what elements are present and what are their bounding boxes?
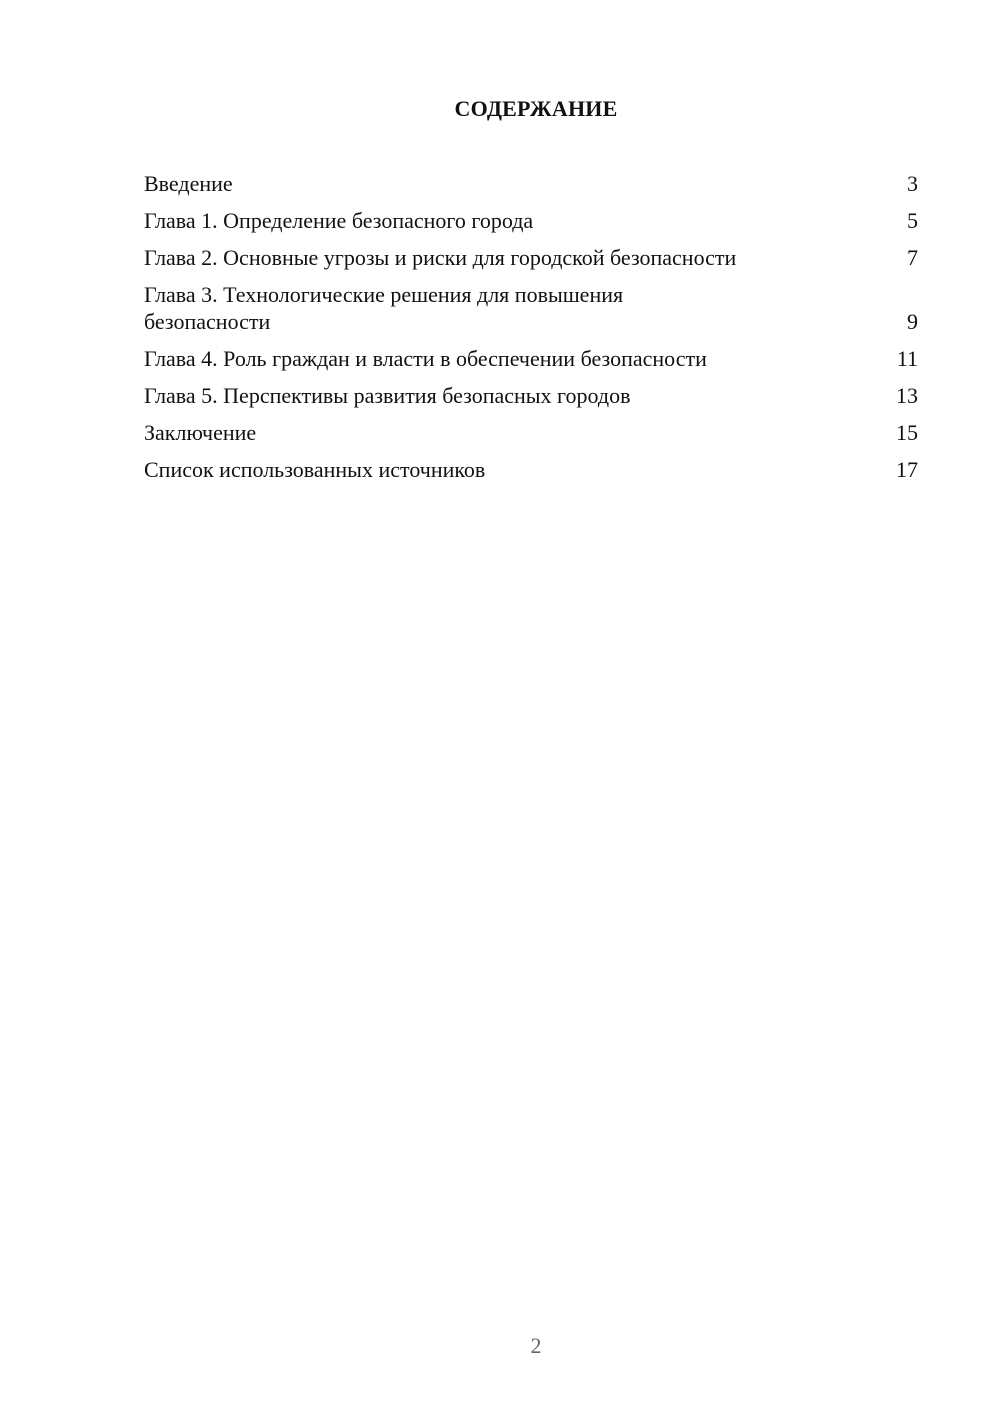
- toc-entry-title: Глава 5. Перспективы развития безопасных городов: [144, 383, 631, 408]
- toc-entry-title: Глава 1. Определение безопасного города: [144, 208, 534, 233]
- toc-entry-page: 11: [896, 346, 918, 371]
- toc-entry: [144, 382, 918, 409]
- toc-entry-page: 15: [896, 420, 918, 445]
- toc-entry: [144, 170, 918, 197]
- toc-entry-title: Глава 4. Роль граждан и власти в обеспечении безопасности: [144, 346, 707, 371]
- toc-entry: [144, 244, 918, 271]
- toc-entry: [144, 345, 918, 372]
- toc-entry-page: 13: [896, 383, 918, 408]
- toc-entry-page: 7: [907, 245, 918, 270]
- toc-entry: [144, 281, 918, 335]
- toc-entry: [144, 456, 918, 483]
- toc-entry-title: Введение: [144, 171, 233, 196]
- toc-entry-title: Заключение: [144, 420, 257, 445]
- toc-entry-page: 17: [896, 457, 918, 482]
- toc-entry: [144, 419, 918, 446]
- table-of-contents: [144, 170, 918, 493]
- toc-entry-page: 3: [907, 171, 918, 196]
- toc-entry-title: Глава 2. Основные угрозы и риски для городской безопасности: [144, 245, 737, 270]
- toc-entry: [144, 207, 918, 234]
- toc-entry-page: 5: [907, 208, 918, 233]
- page-title: СОДЕРЖАНИЕ: [454, 96, 618, 121]
- toc-entry-title: Глава 3. Технологические решения для повышения безопасности: [144, 282, 624, 334]
- page-number: 2: [530, 1333, 542, 1358]
- toc-entry-page: 9: [907, 309, 918, 334]
- toc-entry-title: Список использованных источников: [144, 457, 486, 482]
